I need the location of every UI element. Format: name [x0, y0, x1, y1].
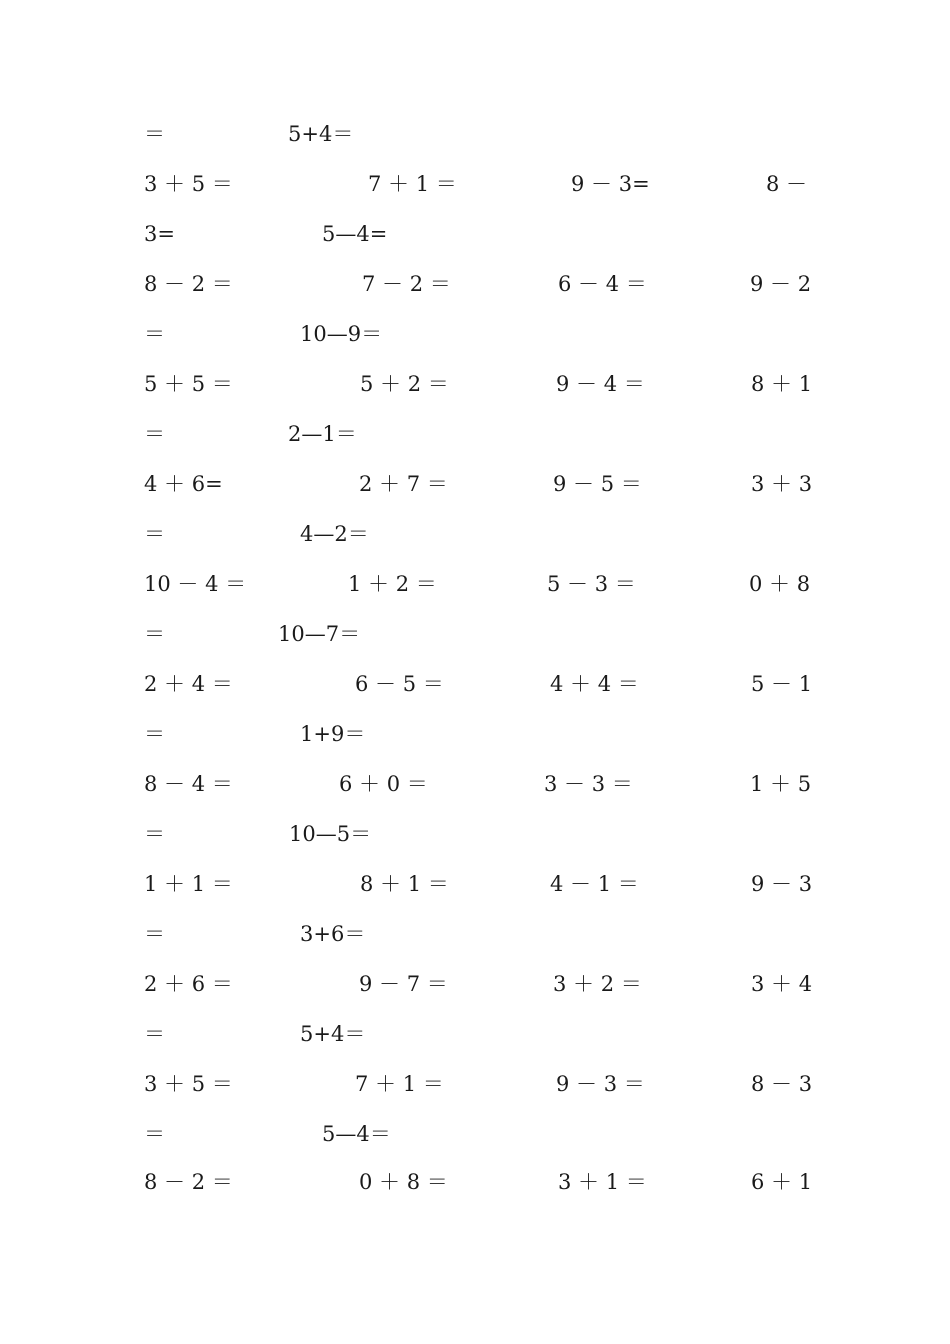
- math-problem: 7 － 2 ＝: [362, 272, 451, 296]
- math-problem: 10—9＝: [300, 322, 383, 346]
- math-problem: 8 ＋ 1 ＝: [360, 872, 449, 896]
- math-problem: ＝: [144, 1022, 165, 1046]
- math-problem: ＝: [144, 422, 165, 446]
- math-problem: 3 － 3 ＝: [544, 772, 633, 796]
- math-problem: 9 － 7 ＝: [359, 972, 448, 996]
- math-problem: ＝: [144, 522, 165, 546]
- math-problem: 4 ＋ 4 ＝: [550, 672, 639, 696]
- math-problem: ＝: [144, 122, 165, 146]
- math-problem: 5 － 3 ＝: [547, 572, 636, 596]
- math-problem: 5 ＋ 5 ＝: [144, 372, 233, 396]
- math-problem: 7 ＋ 1 ＝: [355, 1072, 444, 1096]
- math-problem: 8 － 4 ＝: [144, 772, 233, 796]
- math-problem: 4 － 1 ＝: [550, 872, 639, 896]
- math-problem: 3+6＝: [300, 922, 366, 946]
- math-problem: 1+9＝: [300, 722, 366, 746]
- math-problem: 3 ＋ 5 ＝: [144, 1072, 233, 1096]
- math-problem: 6 ＋ 1: [751, 1170, 813, 1194]
- math-problem: 2—1＝: [288, 422, 357, 446]
- math-problem: 10—5＝: [289, 822, 372, 846]
- math-problem: 0 ＋ 8 ＝: [359, 1170, 448, 1194]
- math-problem: 8 － 3: [751, 1072, 813, 1096]
- math-problem: 10—7＝: [278, 622, 361, 646]
- math-problem: 4 ＋ 6=: [144, 472, 223, 496]
- math-problem: 1 ＋ 1 ＝: [144, 872, 233, 896]
- math-problem: 3 ＋ 3: [751, 472, 813, 496]
- math-problem: ＝: [144, 322, 165, 346]
- math-problem: ＝: [144, 922, 165, 946]
- math-problem: 2 ＋ 6 ＝: [144, 972, 233, 996]
- math-problem: 4—2＝: [300, 522, 369, 546]
- math-problem: 8 ＋ 1: [751, 372, 813, 396]
- math-problem: 9 － 4 ＝: [556, 372, 645, 396]
- math-problem: 5 － 1: [751, 672, 813, 696]
- math-problem: 9 － 5 ＝: [553, 472, 642, 496]
- math-problem: 7 ＋ 1 ＝: [368, 172, 457, 196]
- math-problem: 9 － 3=: [571, 172, 650, 196]
- math-problem: 0 ＋ 8: [749, 572, 811, 596]
- math-problem: ＝: [144, 822, 165, 846]
- math-problem: 5 ＋ 2 ＝: [360, 372, 449, 396]
- math-problem: 3 ＋ 2 ＝: [553, 972, 642, 996]
- math-problem: 2 ＋ 4 ＝: [144, 672, 233, 696]
- math-problem: 6 － 5 ＝: [355, 672, 444, 696]
- math-problem: 5+4＝: [288, 122, 354, 146]
- math-problem: 5+4＝: [300, 1022, 366, 1046]
- math-problem: 3=: [144, 222, 175, 246]
- math-problem: 3 ＋ 4: [751, 972, 813, 996]
- math-problem: ＝: [144, 622, 165, 646]
- math-problem: 8 － 2 ＝: [144, 272, 233, 296]
- math-problem: 9 － 2: [750, 272, 812, 296]
- math-problem: 2 ＋ 7 ＝: [359, 472, 448, 496]
- math-problem: 5—4=: [322, 222, 388, 246]
- math-problem: 3 ＋ 5 ＝: [144, 172, 233, 196]
- math-problem: 1 ＋ 2 ＝: [348, 572, 437, 596]
- math-problem: 1 ＋ 5: [750, 772, 812, 796]
- math-problem: 8 －: [766, 172, 808, 196]
- math-problem: ＝: [144, 722, 165, 746]
- math-problem: ＝: [144, 1122, 165, 1146]
- math-problem: 3 ＋ 1 ＝: [558, 1170, 647, 1194]
- math-problem: 8 － 2 ＝: [144, 1170, 233, 1194]
- math-problem: 6 ＋ 0 ＝: [339, 772, 428, 796]
- math-problem: 9 － 3: [751, 872, 813, 896]
- math-problem: 9 － 3 ＝: [556, 1072, 645, 1096]
- math-problem: 5—4＝: [322, 1122, 391, 1146]
- math-problem: 6 － 4 ＝: [558, 272, 647, 296]
- math-problem: 10 － 4 ＝: [144, 572, 247, 596]
